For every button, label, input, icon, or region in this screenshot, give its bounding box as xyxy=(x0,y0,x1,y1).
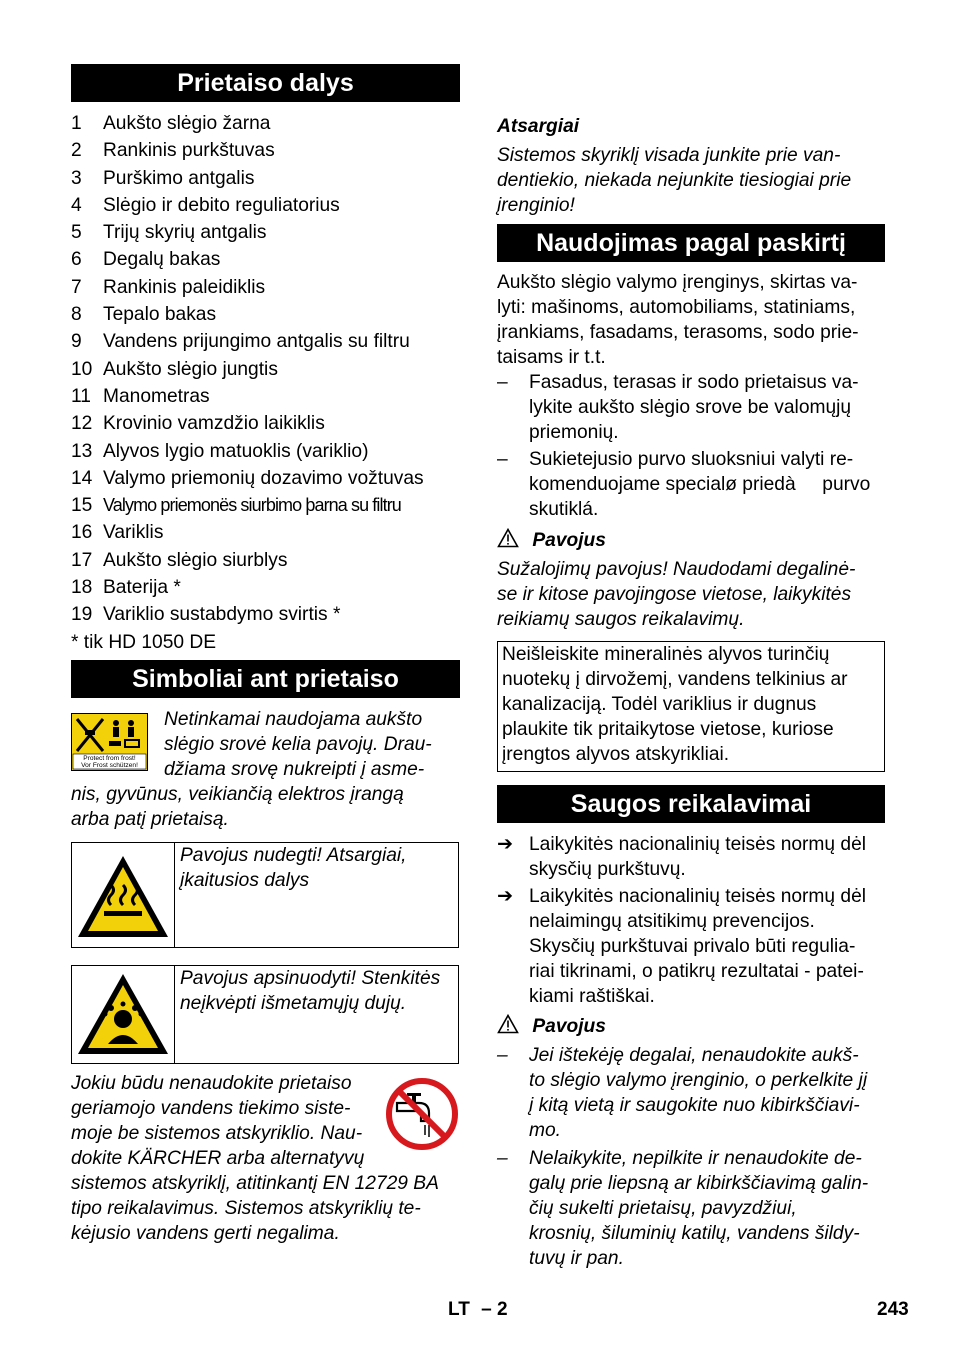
oil-notice-box xyxy=(497,641,885,772)
no-drinking-water-icon xyxy=(385,1077,459,1151)
parts-list xyxy=(71,110,460,656)
danger-line-3: reikiamų saugos reikalavimų. xyxy=(497,609,745,630)
jet-label-line-1: Protect from frost! xyxy=(83,755,136,762)
danger-heading: Pavojus xyxy=(497,528,606,553)
dash-marker: – xyxy=(497,372,508,393)
caution-line-3: įrenginio! xyxy=(497,195,575,216)
list-item: – Nelaikykite, nepilkite ir nenaudokite de- galų prie liepsną ar kibirkščiavimą galin- čių sukelti prietaisų, pavyzdžiui, krosnių, šiluminių katilų, vandens šildy- tuvų ir pan. xyxy=(497,1148,869,1269)
arrow-icon: ➔ xyxy=(497,886,514,907)
list-item: 17 Aukšto slėgio siurblys xyxy=(71,549,288,571)
page-number: 243 xyxy=(877,1299,909,1320)
warning-triangle-icon xyxy=(497,1014,519,1034)
use-line-3: įrankiams, fasadams, terasoms, sodo prie- xyxy=(497,322,859,343)
list-item: 14 Valymo priemonių dozavimo vožtuvas xyxy=(71,467,424,489)
high-pressure-jet-warning-icon xyxy=(71,713,148,771)
hot-surface-box xyxy=(71,842,459,948)
drinking-water-line-2: geriamojo vandens tiekimo siste- xyxy=(71,1098,351,1119)
exhaust-gas-line-2: neįkvėpti išmetamųjų dujų. xyxy=(180,993,407,1014)
symbols-heading: Simboliai ant prietaiso xyxy=(71,660,460,698)
drinking-water-line-5: sistemos atskyriklį, atitinkantį EN 12729 BA xyxy=(71,1173,439,1194)
danger-line-2: se ir kitose pavojingose vietose, laikykitės xyxy=(497,584,852,605)
hot-surface-line-2: įkaitusios dalys xyxy=(180,870,310,891)
drinking-water-line-1: Jokiu būdu nenaudokite prietaiso xyxy=(71,1073,352,1094)
list-item: 7 Rankinis paleidiklis xyxy=(71,276,266,298)
drinking-water-line-3: moje be sistemos atskyriklio. Nau- xyxy=(71,1123,363,1144)
exhaust-gas-line-1: Pavojus apsinuodyti! Stenkitės xyxy=(180,968,441,989)
dash-marker: – xyxy=(497,449,508,470)
exhaust-gas-box xyxy=(71,965,459,1064)
poisoning-warning-icon xyxy=(72,966,174,1063)
oil-line-2: nuotekų į dirvožemį, vandens telkinius ar xyxy=(502,669,848,690)
jet-warning-line-1: Netinkamai naudojama aukšto xyxy=(164,709,423,730)
dash-marker: – xyxy=(497,1045,508,1066)
jet-warning-line-5: arba patį prietaisą. xyxy=(71,809,229,830)
list-item: 8 Tepalo bakas xyxy=(71,304,217,326)
list-item: ➔ Laikykitės nacionalinių teisės normų dėl skysčių purkštuvų. xyxy=(497,834,867,880)
drinking-water-line-4: dokite KÄRCHER arba alternatyvų xyxy=(71,1148,365,1169)
jet-label-line-2: Vor Frost schützen! xyxy=(81,762,138,769)
list-item: 13 Alyvos lygio matuoklis (variklio) xyxy=(71,440,369,462)
list-item: 15 Valymo priemonës siurbimo þarna su filtru xyxy=(71,495,401,517)
parts-note: * tik HD 1050 DE xyxy=(71,631,217,653)
caution-line-2: dentiekio, niekada nejunkite tiesiogiai prie xyxy=(497,170,852,191)
use-line-4: taisams ir t.t. xyxy=(497,347,606,368)
list-item: 4 Slėgio ir debito reguliatorius xyxy=(71,194,340,216)
list-item: – Jei ištekėję degalai, nenaudokite aukš- to slėgio valymo įrenginio, o perkelkite jį į kitą vietą ir saugokite nuo kibirkščiavi- mo. xyxy=(497,1045,868,1141)
dash-marker: – xyxy=(497,1148,508,1169)
list-item: 1 Aukšto slėgio žarna xyxy=(71,113,271,134)
safety-heading: Saugos reikalavimai xyxy=(497,785,885,823)
hot-surface-warning-icon xyxy=(72,843,174,947)
list-item: 11 Manometras xyxy=(71,385,210,407)
danger-heading-2: Pavojus xyxy=(497,1014,606,1039)
list-item: 19 Variklio sustabdymo svirtis * xyxy=(71,604,341,626)
list-item: 12 Krovinio vamzdžio laikiklis xyxy=(71,413,325,435)
list-item: 18 Baterija * xyxy=(71,577,181,599)
arrow-icon: ➔ xyxy=(497,834,514,855)
caution-heading: Atsargiai xyxy=(497,116,580,137)
list-item: 6 Degalų bakas xyxy=(71,249,221,271)
list-item: ➔ Laikykitės nacionalinių teisės normų dėl nelaimingų atsitikimų prevencijos. Skysčių purkštuvai privalo būti regulia- riai tikrinami, o patikrų rezultatai - patei- kiami raštiškai. xyxy=(497,886,867,1007)
list-item: 10 Aukšto slėgio jungtis xyxy=(71,358,278,380)
oil-line-5: įrengtos alyvos atskyrikliai. xyxy=(502,744,730,765)
list-item: 5 Trijų skyrių antgalis xyxy=(71,222,267,244)
oil-line-1: Neišleiskite mineralinės alyvos turinčių xyxy=(502,644,830,665)
list-item: 9 Vandens prijungimo antgalis su filtru xyxy=(71,331,410,353)
jet-warning-line-2: slėgio srovė kelia pavojų. Drau- xyxy=(164,734,432,755)
use-line-2: lyti: mašinoms, automobiliams, statiniams, xyxy=(497,297,856,318)
jet-warning-line-4: nis, gyvūnus, veikiančią elektros įrangą xyxy=(71,784,404,805)
hot-surface-line-1: Pavojus nudegti! Atsargiai, xyxy=(180,845,407,866)
caution-line-1: Sistemos skyriklį visada junkite prie van- xyxy=(497,145,841,166)
footer-language: LT – 2 xyxy=(448,1299,508,1320)
use-line-1: Aukšto slėgio valymo įrenginys, skirtas va- xyxy=(497,272,858,293)
oil-line-3: kanalizaciją. Todėl variklius ir dugnus xyxy=(502,694,817,715)
drinking-water-line-7: kėjusio vandens gerti negalima. xyxy=(71,1223,340,1244)
list-item: 16 Variklis xyxy=(71,522,164,544)
warning-triangle-icon xyxy=(497,528,519,548)
drinking-water-line-6: tipo reikalavimus. Sistemos atskyriklių te- xyxy=(71,1198,421,1219)
list-item: 3 Purškimo antgalis xyxy=(71,167,255,189)
jet-warning-line-3: džiama srovę nukreipti į asme- xyxy=(164,759,425,780)
oil-line-4: plaukite tik pritaikytose vietose, kuriose xyxy=(502,719,834,740)
parts-heading: Prietaiso dalys xyxy=(71,64,460,102)
list-item: 2 Rankinis purkštuvas xyxy=(71,140,275,162)
danger-line-1: Sužalojimų pavojus! Naudodami degalinė- xyxy=(497,559,856,580)
list-item: – Fasadus, terasas ir sodo prietaisus va- lykite aukšto slėgio srove be valomųjų priemonių. xyxy=(497,372,859,443)
list-item: – Sukietejusio purvo sluoksniui valyti re- komenduojame specialø priedà purvo skutiklá. xyxy=(497,449,871,520)
intended-use-heading: Naudojimas pagal paskirtį xyxy=(497,224,885,262)
